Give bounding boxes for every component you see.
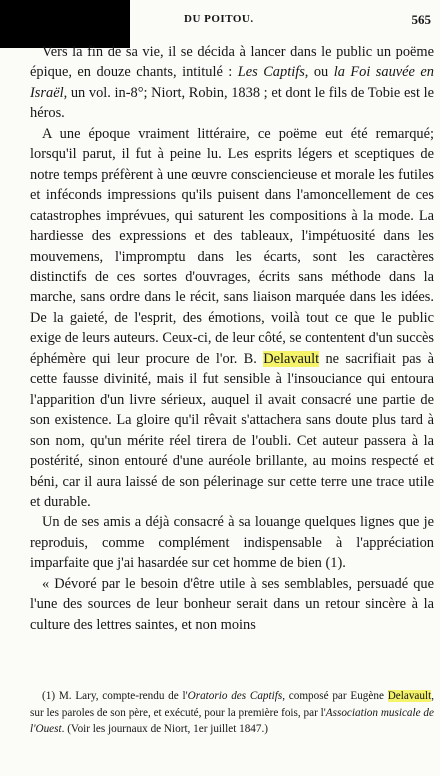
running-title: DU POITOU.: [184, 13, 254, 25]
text-run: Un de ses amis a déjà consacré à sa louange quelques lignes que je reproduis, comme complément indispensable à l'appréciation imparfaite que j'ai hasardée sur cet homme de bien (1).: [30, 514, 434, 572]
text-run: (1) M. Lary, compte-rendu de l': [42, 690, 188, 702]
italic-title: Les Captifs: [237, 64, 305, 81]
italic-title: Oratorio des Captifs: [187, 690, 283, 702]
text-run: ne sacrifiait pas à cette fausse divinité, mais il fut sensible à l'insouciance qui entoura l'apparition d'un livre sérieux, auquel il avait consacré une partie de son existence. La gloire qu'il rêvait s'attachera sans doute plus tard à son nom, qu'un mérite réel tirera de l'oubli. Cet auteur passera à la postérité, sinon entouré d'une auréole brillante, au moins respecté et béni, car il aura laissé de son pélerinage sur cette terre une trace utile et durable.: [30, 350, 434, 510]
text-run: , composé par Eugène: [282, 690, 388, 702]
paragraph: [30, 124, 434, 513]
paragraph: [30, 42, 434, 124]
page-number: 565: [411, 12, 431, 27]
highlighted-name: Delavault: [387, 690, 432, 702]
highlighted-name: Delavault: [263, 350, 320, 367]
text-run: , sur les paroles de son père, et exécuté, pour la première fois, par l': [30, 690, 434, 719]
page-header: [0, 13, 440, 31]
footnotes: [30, 688, 434, 738]
footnote: [30, 688, 434, 738]
text-run: . (Voir les journaux de Niort, 1er juillet 1847.): [61, 723, 269, 736]
text-run: « Dévoré par le besoin d'être utile à ses semblables, persuadé que l'une des sources de leur bonheur serait dans un retour sincère à la culture des lettres saintes, et non moins: [30, 575, 434, 633]
paragraph: [30, 512, 434, 573]
italic-title: la Foi sauvée en Israël: [30, 64, 434, 101]
text-run: , ou: [304, 64, 334, 81]
text-run: , un vol. in-8°; Niort, Robin, 1838 ; et dont le fils de Tobie est le héros.: [30, 84, 434, 122]
text-run: A une époque vraiment littéraire, ce poëme eut été remarqué; lorsqu'il parut, il fut à peine lu. Les esprits légers et sceptiques de notre temps préfèrent à une œuvre consciencieuse et morale les futiles et inféconds impressions qu'ils puisent dans l'amoncellement de ces catastrophes imprévues, qui saturent les compositions à la mode. La hardiesse des expressions et des tableaux, l'impétuosité dans les mouvemens, l'impromptu dans les écarts, sont les caractères distinctifs de ces sortes d'ouvrages, écrits sans méthode dans la marche, sans ordre dans le récit, sans liaison marquée dans les idées. De la gaieté, de l'esprit, des émotions, voilà tout ce que le public exige de leurs auteurs. Ceux-ci, de leur côté, se contentent d'un succès éphémère qui leur procure de l'or. B.: [30, 125, 434, 367]
body-text: [30, 42, 434, 635]
paragraph: [30, 574, 434, 635]
italic-title: Association musicale de l'Ouest: [30, 706, 434, 736]
text-run: Vers la fin de sa vie, il se décida à lancer dans le public un poëme épique, en douze chants, intitulé :: [30, 44, 434, 81]
